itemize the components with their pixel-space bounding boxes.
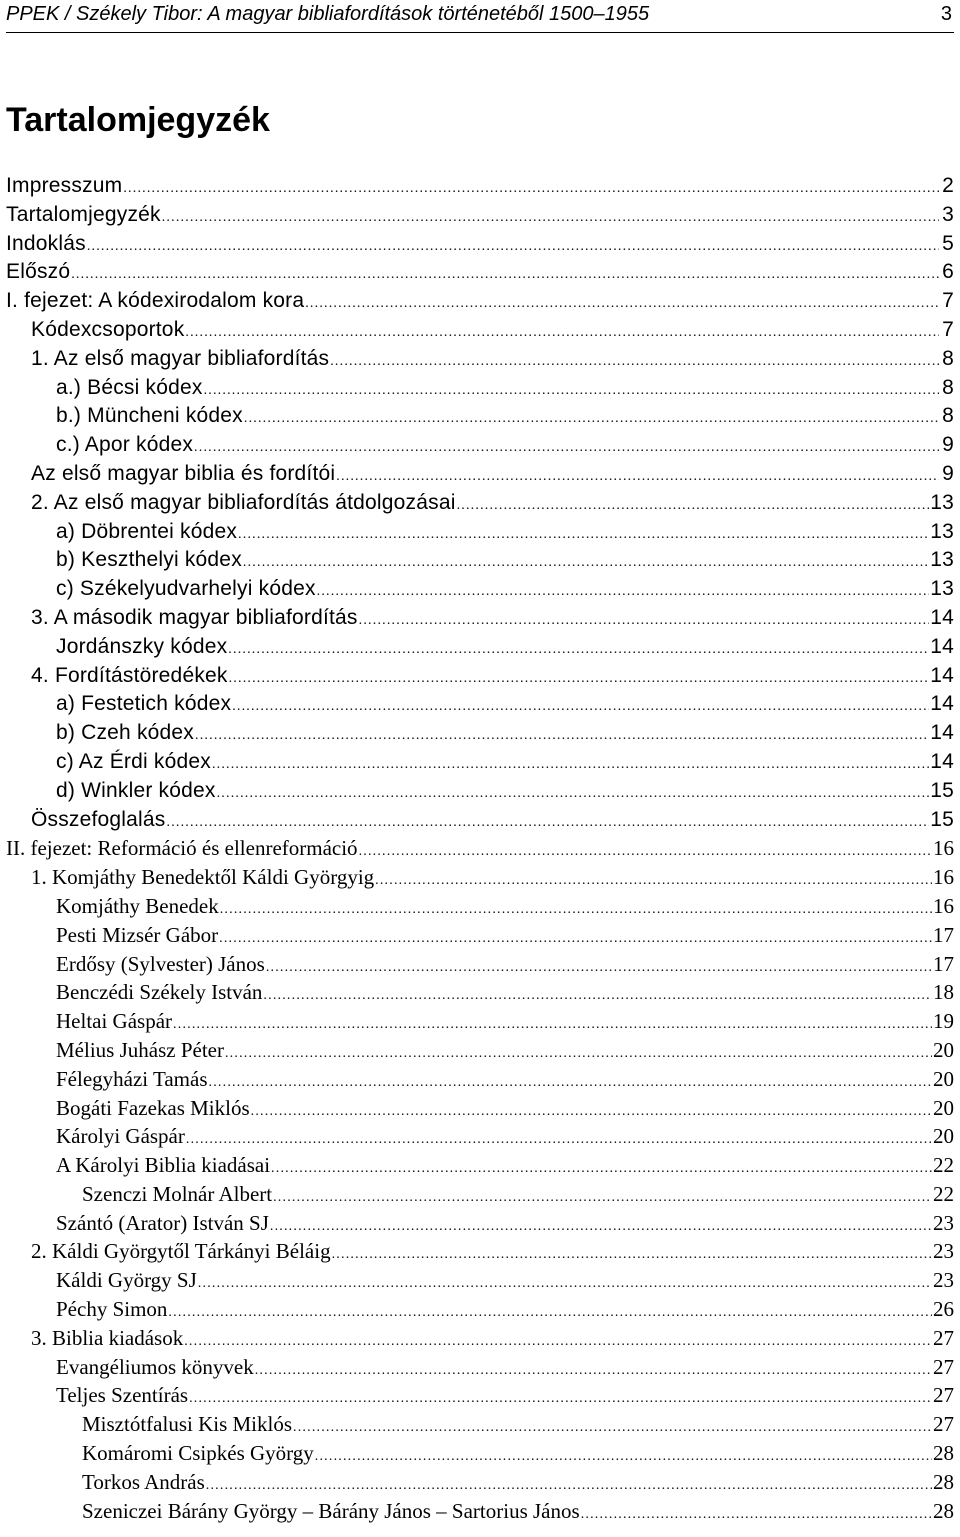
toc-entry-page: 13	[930, 577, 954, 601]
toc-entry-label: Misztótfalusi Kis Miklós	[6, 1410, 292, 1439]
toc-entry-label: a) Döbrentei kódex	[6, 518, 237, 547]
toc-entry-page: 6	[942, 260, 954, 284]
toc-entry-label: Impresszum	[6, 172, 122, 201]
toc-entry-page: 16	[933, 836, 954, 861]
toc-entry-page: 7	[942, 289, 954, 313]
toc-entry[interactable]	[6, 1353, 954, 1382]
toc-entry[interactable]	[6, 345, 954, 374]
toc-leader-dots	[195, 722, 929, 751]
toc-leader-dots	[232, 693, 929, 722]
toc-entry-label: Tartalomjegyzék	[6, 201, 161, 230]
toc-entry-label: c) Székelyudvarhelyi kódex	[6, 575, 316, 604]
toc-entry-label: 4. Fordítástöredékek	[6, 662, 228, 691]
toc-entry-label: Jordánszky kódex	[6, 633, 227, 662]
toc-leader-dots	[167, 809, 930, 838]
toc-entry-page: 26	[933, 1297, 954, 1322]
toc-entry[interactable]	[6, 374, 954, 403]
toc-entry-page: 3	[942, 202, 954, 226]
toc-entry[interactable]	[6, 863, 954, 892]
toc-entry[interactable]	[6, 518, 954, 547]
toc-entry[interactable]	[6, 834, 954, 863]
toc-entry[interactable]	[6, 978, 954, 1007]
toc-entry-page: 20	[933, 1037, 954, 1062]
toc-entry-page: 17	[933, 922, 954, 947]
toc-entry-label: Szenczi Molnár Albert	[6, 1180, 272, 1209]
toc-leader-dots	[123, 175, 939, 204]
toc-entry-label: Összefoglalás	[6, 806, 166, 835]
toc-entry-page: 27	[933, 1383, 954, 1408]
toc-entry[interactable]	[6, 633, 954, 662]
toc-entry[interactable]	[6, 1007, 954, 1036]
toc-entry[interactable]	[6, 316, 954, 345]
toc-entry[interactable]	[6, 460, 954, 489]
toc-entry-label: Teljes Szentírás	[6, 1381, 188, 1410]
toc-entry-label: Károlyi Gáspár	[6, 1122, 185, 1151]
toc-leader-dots	[457, 492, 930, 521]
toc-leader-dots	[204, 377, 939, 406]
toc-entry-label: Káldi György SJ	[6, 1266, 197, 1295]
toc-entry-page: 17	[933, 951, 954, 976]
toc-entry[interactable]	[6, 1295, 954, 1324]
toc-entry-label: II. fejezet: Reformáció és ellenreformáció	[6, 834, 358, 863]
toc-leader-dots	[305, 290, 939, 319]
toc-entry[interactable]	[6, 1468, 954, 1497]
toc-entry-label: Komáromi Csipkés György	[6, 1439, 314, 1468]
toc-entry-page: 28	[933, 1441, 954, 1466]
toc-entry-label: Bogáti Fazekas Miklós	[6, 1094, 250, 1123]
toc-entry[interactable]	[6, 777, 954, 806]
toc-entry-page: 27	[933, 1325, 954, 1350]
toc-entry-page: 8	[942, 404, 954, 428]
toc-entry-page: 13	[930, 548, 954, 572]
toc-entry-label: 3. Biblia kiadások	[6, 1324, 183, 1353]
toc-entry[interactable]	[6, 230, 954, 259]
toc-entry-label: d) Winkler kódex	[6, 777, 216, 806]
toc-entry-page: 23	[933, 1210, 954, 1235]
toc-entry-label: I. fejezet: A kódexirodalom kora	[6, 287, 304, 316]
toc-entry-label: Benczédi Székely István	[6, 978, 262, 1007]
toc-entry-page: 14	[930, 605, 954, 629]
toc-leader-dots	[243, 549, 929, 578]
toc-entry-page: 23	[933, 1239, 954, 1264]
toc-entry[interactable]	[6, 546, 954, 575]
toc-entry-page: 7	[942, 317, 954, 341]
toc-entry-page: 16	[933, 865, 954, 890]
toc-entry-label: Szántó (Arator) István SJ	[6, 1209, 269, 1238]
toc-entry[interactable]	[6, 921, 954, 950]
toc-leader-dots	[194, 434, 939, 463]
toc-entry-page: 18	[933, 980, 954, 1005]
toc-entry[interactable]	[6, 1122, 954, 1151]
toc-entry-page: 27	[933, 1354, 954, 1379]
toc-entry[interactable]	[6, 431, 954, 460]
toc-entry-label: Indoklás	[6, 230, 86, 259]
toc-entry-label: b) Czeh kódex	[6, 719, 194, 748]
toc-entry-page: 14	[930, 663, 954, 687]
toc-entry[interactable]	[6, 690, 954, 719]
toc-entry[interactable]	[6, 1497, 954, 1526]
toc-entry-label: b.) Müncheni kódex	[6, 402, 243, 431]
toc-entry-label: a.) Bécsi kódex	[6, 374, 203, 403]
toc-entry-page: 13	[930, 490, 954, 514]
running-header-title: PPEK / Székely Tibor: A magyar bibliafordítások történetéből 1500–1955	[6, 3, 650, 25]
toc-entry[interactable]	[6, 806, 954, 835]
toc-entry[interactable]	[6, 1209, 954, 1238]
toc-entry-page: 13	[930, 519, 954, 543]
toc-entry[interactable]	[6, 1151, 954, 1180]
toc-leader-dots	[217, 780, 930, 809]
toc-entry[interactable]	[6, 1036, 954, 1065]
toc-entry-label: Péchy Simon	[6, 1295, 167, 1324]
toc-entry-label: Komjáthy Benedek	[6, 892, 219, 921]
toc-leader-dots	[212, 751, 929, 780]
toc-leader-dots	[71, 261, 939, 290]
toc-entry-page: 22	[933, 1153, 954, 1178]
toc-entry-page: 15	[930, 807, 954, 831]
toc-entry-label: 1. Az első magyar bibliafordítás	[6, 345, 329, 374]
toc-entry-page: 8	[942, 375, 954, 399]
toc-entry-label: A Károlyi Biblia kiadásai	[6, 1151, 270, 1180]
toc-entry-page: 28	[933, 1498, 954, 1523]
toc-entry-page: 9	[942, 433, 954, 457]
toc-entry-label: 3. A második magyar bibliafordítás	[6, 604, 358, 633]
toc-entry-label: Torkos András	[6, 1468, 205, 1497]
toc-entry-page: 2	[942, 174, 954, 197]
toc-entry-label: Szeniczei Bárány György – Bárány János – Sartorius János	[6, 1497, 580, 1526]
toc-entry[interactable]	[6, 575, 954, 604]
toc-entry[interactable]	[6, 1439, 954, 1468]
toc-entry-page: 15	[930, 778, 954, 802]
toc-leader-dots	[185, 319, 939, 348]
toc-entry-page: 9	[942, 461, 954, 485]
running-header-page-number: 3	[940, 3, 952, 25]
toc-entry[interactable]	[6, 604, 954, 633]
toc-entry-label: c) Az Érdi kódex	[6, 748, 211, 777]
toc-entry-page: 20	[933, 1124, 954, 1149]
toc-entry[interactable]	[6, 950, 954, 979]
toc-entry-page: 22	[933, 1181, 954, 1206]
toc-entry-page: 14	[930, 692, 954, 716]
toc-entry[interactable]	[6, 748, 954, 777]
toc-entry[interactable]	[6, 402, 954, 431]
toc-leader-dots	[238, 521, 929, 550]
toc-entry[interactable]	[6, 1094, 954, 1123]
toc-entry[interactable]	[6, 662, 954, 691]
toc-entry-page: 14	[930, 749, 954, 773]
toc-entry-page: 23	[933, 1268, 954, 1293]
toc-entry[interactable]	[6, 1381, 954, 1410]
toc-entry-page: 20	[933, 1066, 954, 1091]
page-title: Tartalomjegyzék	[6, 101, 270, 139]
toc-entry-page: 20	[933, 1095, 954, 1120]
toc-entry[interactable]	[6, 1180, 954, 1209]
toc-entry-page: 16	[933, 893, 954, 918]
toc-entry[interactable]	[6, 1324, 954, 1353]
toc-leader-dots	[336, 463, 939, 492]
toc-entry-page: 5	[942, 231, 954, 255]
toc-entry[interactable]	[6, 1266, 954, 1295]
toc-entry-label: 2. Káldi Györgytől Tárkányi Béláig	[6, 1237, 331, 1266]
toc-entry-page: 27	[933, 1412, 954, 1437]
toc-entry-label: Evangéliumos könyvek	[6, 1353, 254, 1382]
toc-entry-label: Az első magyar biblia és fordítói	[6, 460, 335, 489]
toc-entry-page: 28	[933, 1469, 954, 1494]
toc-entry[interactable]	[6, 172, 954, 201]
toc-entry[interactable]	[6, 892, 954, 921]
toc-entry-page: 19	[933, 1009, 954, 1034]
toc-entry-label: Pesti Mizsér Gábor	[6, 921, 218, 950]
toc-entry[interactable]	[6, 201, 954, 230]
toc-entry-label: a) Festetich kódex	[6, 690, 231, 719]
toc-entry-label: Előszó	[6, 258, 70, 287]
toc-entry[interactable]	[6, 1065, 954, 1094]
toc-entry[interactable]	[6, 1237, 954, 1266]
toc-entry-label: Kódexcsoportok	[6, 316, 184, 345]
toc-leader-dots	[581, 1501, 932, 1530]
toc-entry-page: 14	[930, 721, 954, 745]
table-of-contents	[6, 172, 954, 1525]
toc-entry-label: 1. Komjáthy Benedektől Káldi Györgyig	[6, 863, 374, 892]
toc-leader-dots	[330, 348, 939, 377]
toc-leader-dots	[359, 607, 930, 636]
toc-entry-page: 8	[942, 346, 954, 370]
toc-leader-dots	[228, 636, 929, 665]
toc-entry[interactable]	[6, 287, 954, 316]
toc-leader-dots	[229, 665, 930, 694]
toc-entry-label: c.) Apor kódex	[6, 431, 193, 460]
running-header	[6, 0, 954, 33]
toc-entry[interactable]	[6, 258, 954, 287]
toc-leader-dots	[162, 204, 939, 233]
toc-entry-label: Félegyházi Tamás	[6, 1065, 208, 1094]
toc-leader-dots	[244, 405, 939, 434]
toc-entry-label: Mélius Juhász Péter	[6, 1036, 224, 1065]
toc-entry-label: 2. Az első magyar bibliafordítás átdolgozásai	[6, 489, 456, 518]
toc-entry-label: b) Keszthelyi kódex	[6, 546, 242, 575]
toc-entry[interactable]	[6, 489, 954, 518]
toc-entry[interactable]	[6, 719, 954, 748]
toc-entry-label: Erdősy (Sylvester) János	[6, 950, 265, 979]
toc-leader-dots	[317, 578, 930, 607]
toc-entry-label: Heltai Gáspár	[6, 1007, 172, 1036]
toc-leader-dots	[87, 233, 939, 262]
toc-entry[interactable]	[6, 1410, 954, 1439]
toc-entry-page: 14	[930, 634, 954, 658]
